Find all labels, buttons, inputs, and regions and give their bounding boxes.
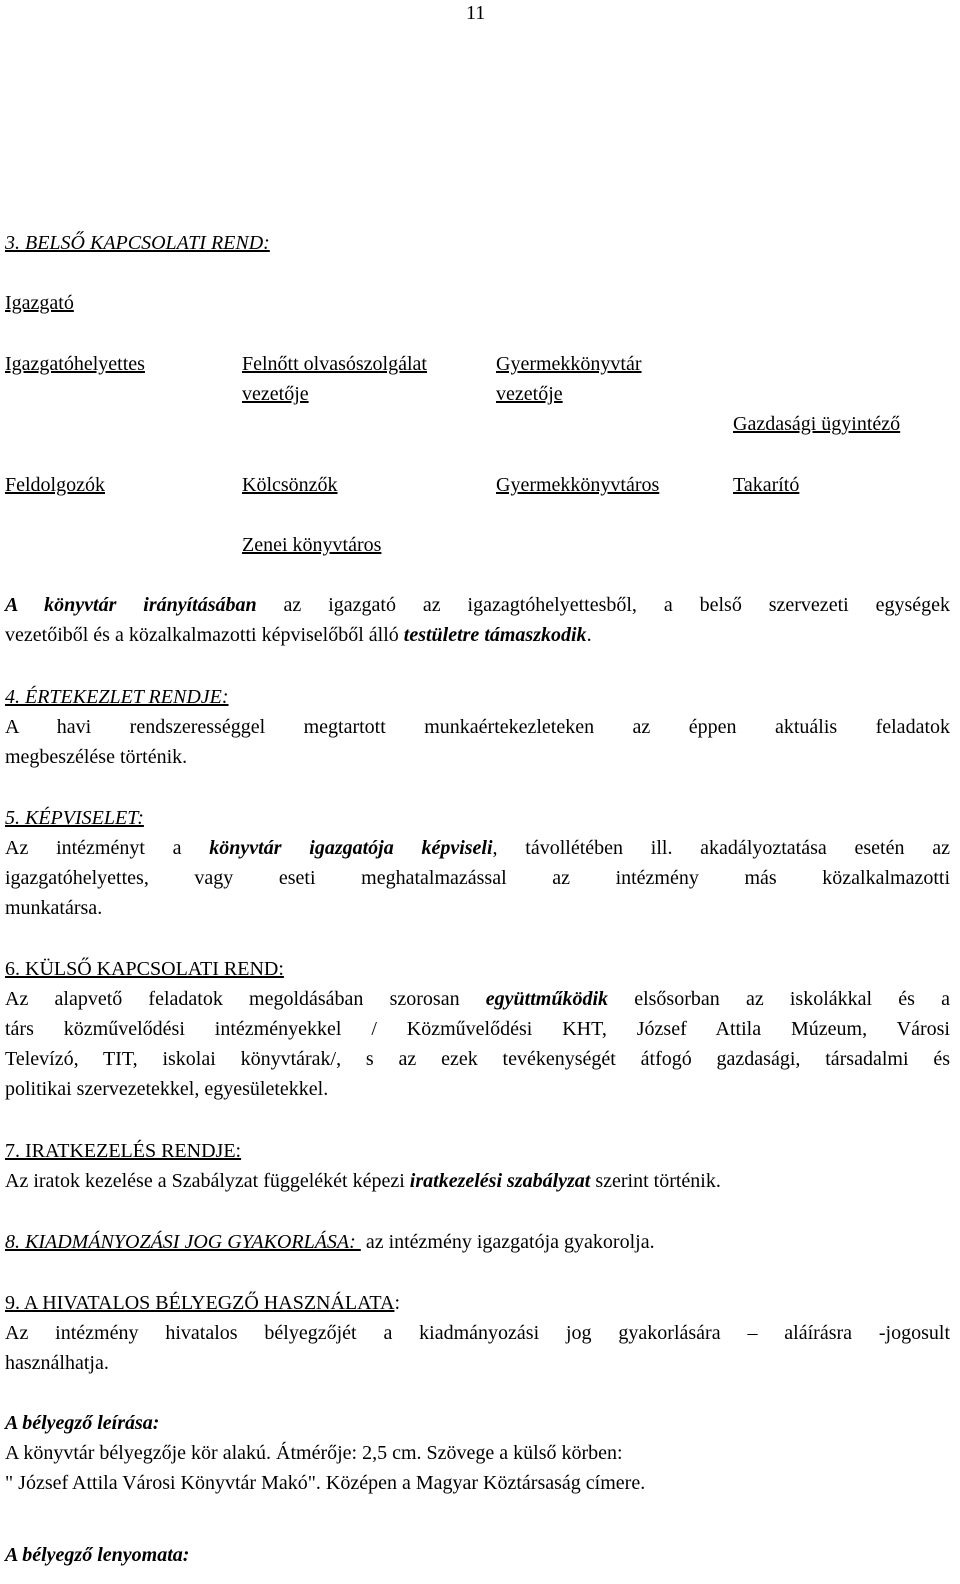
org-children-librarian: Gyermekkönyvtáros bbox=[496, 474, 660, 496]
section4-paragraph bbox=[5, 712, 950, 772]
org-children-library-line2: vezetője bbox=[496, 383, 563, 405]
org-deputy: Igazgatóhelyettes bbox=[5, 353, 145, 375]
section5-line2: igazgatóhelyettes, vagy eseti meghatalmazással az intézmény más közalkalmazotti bbox=[5, 867, 950, 889]
section3-line2: vezetőiből és a közalkalmazotti képviselőből álló testületre támaszkodik. bbox=[5, 624, 592, 646]
section9-line1: Az intézmény hivatalos bélyegzőjét a kiadmányozási jog gyakorlására – aláírásra -jogosult bbox=[5, 1322, 950, 1344]
section4-title: 4. ÉRTEKEZLET RENDJE: bbox=[5, 686, 229, 708]
stamp-description-title: A bélyegző leírása: bbox=[5, 1412, 160, 1434]
section5-paragraph bbox=[5, 833, 950, 923]
section3-title: 3. BELSŐ KAPCSOLATI REND: bbox=[5, 232, 270, 254]
section9-title: 9. A HIVATALOS BÉLYEGZŐ HASZNÁLATA bbox=[5, 1292, 395, 1314]
section6-line2: társ közművelődési intézményekkel / Közművelődési KHT, József Attila Múzeum, Városi bbox=[5, 1018, 950, 1040]
section6-title: 6. KÜLSŐ KAPCSOLATI REND: bbox=[5, 958, 284, 980]
page-number: 11 bbox=[466, 2, 486, 24]
section9-title-line: 9. A HIVATALOS BÉLYEGZŐ HASZNÁLATA: bbox=[5, 1292, 400, 1314]
section8-text: az intézmény igazgatója gyakorolja. bbox=[360, 1231, 655, 1253]
section6-paragraph bbox=[5, 984, 950, 1104]
org-children-library-line1: Gyermekkönyvtár bbox=[496, 353, 642, 375]
section4-line2: megbeszélése történik. bbox=[5, 746, 188, 768]
section3-line1: A könyvtár irányításában az igazgató az igazagtóhelyettesből, a belső szervezeti egységek bbox=[5, 594, 951, 616]
stamp-imprint-title: A bélyegző lenyomata: bbox=[5, 1544, 190, 1566]
org-cleaner: Takarító bbox=[733, 474, 800, 496]
section5-title: 5. KÉPVISELET: bbox=[5, 807, 144, 829]
org-economic-officer: Gazdasági ügyintéző bbox=[733, 413, 901, 435]
org-music-librarian: Zenei könyvtáros bbox=[242, 534, 382, 556]
org-director: Igazgató bbox=[5, 292, 74, 314]
section3-paragraph bbox=[5, 590, 950, 650]
section9-paragraph bbox=[5, 1318, 950, 1378]
org-lenders: Kölcsönzők bbox=[242, 474, 338, 496]
section5-line1: Az intézményt a könyvtár igazgatója képviseli, távollétében ill. akadályoztatása esetén az bbox=[5, 837, 950, 859]
section8-line bbox=[5, 1227, 655, 1257]
section6-line3: Televízó, TIT, iskolai könyvtárak/, s az ezek tevékenységét átfogó gazdasági, társadalmi és bbox=[5, 1048, 950, 1070]
org-adult-service-line1: Felnőtt olvasószolgálat bbox=[242, 353, 427, 375]
section4-line1: A havi rendszerességgel megtartott munkaértekezleteken az éppen aktuális feladatok bbox=[5, 716, 950, 738]
section5-line3: munkatársa. bbox=[5, 897, 103, 919]
stamp-description-line1: A könyvtár bélyegzője kör alakú. Átmérője: 2,5 cm. Szövege a külső körben: bbox=[5, 1442, 623, 1464]
section6-line4: politikai szervezetekkel, egyesületekkel. bbox=[5, 1078, 329, 1100]
section7-line1: Az iratok kezelése a Szabályzat függelékét képezi iratkezelési szabályzat szerint történik. bbox=[5, 1170, 721, 1192]
section7-title: 7. IRATKEZELÉS RENDJE: bbox=[5, 1140, 242, 1162]
section9-line2: használhatja. bbox=[5, 1352, 109, 1374]
org-adult-service-line2: vezetője bbox=[242, 383, 309, 405]
stamp-description-line2: " József Attila Városi Könyvtár Makó". Középen a Magyar Köztársaság címere. bbox=[5, 1472, 646, 1494]
section8-title: 8. KIADMÁNYOZÁSI JOG GYAKORLÁSA: bbox=[5, 1231, 361, 1253]
org-processors: Feldolgozók bbox=[5, 474, 105, 496]
section6-line1: Az alapvető feladatok megoldásában szorosan együttműködik elsősorban az iskolákkal és a bbox=[5, 988, 950, 1010]
